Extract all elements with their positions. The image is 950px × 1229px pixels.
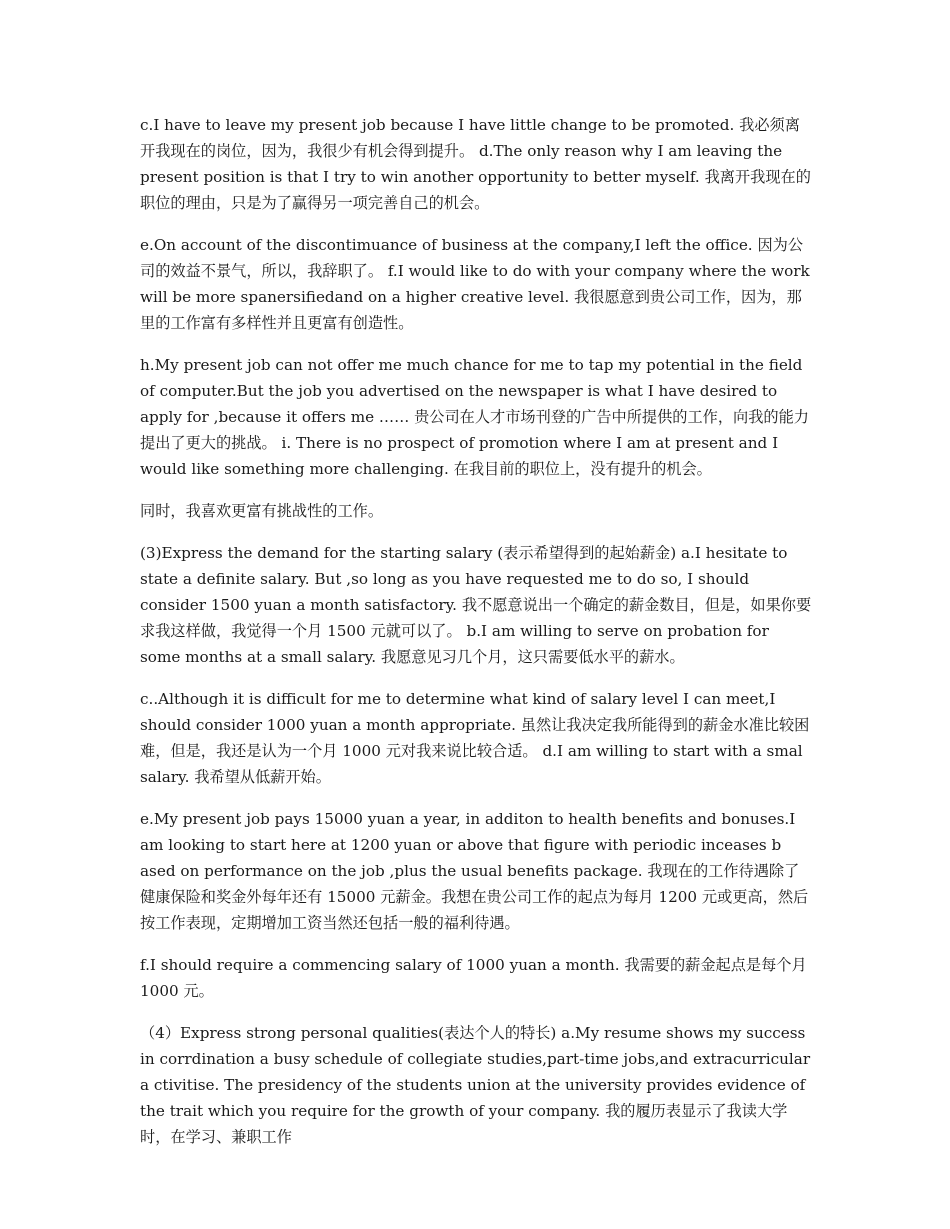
- paragraph-starting-salary-e: e.My present job pays 15000 yuan a year, in additon to health benefits and bonuses.I am looking to start here at 1200 yuan or above that figure with periodic inceases b ased on performance on the job ,plus the usual benefits package. 我现在的工作待遇除了健康保险和奖金外每年还有 15000 元薪金。我想在贵公司工作的起点为每月 1200 元或更高，然后按工作表现，定期增加工资当然还包括一般的福利待遇。: [140, 810, 809, 932]
- paragraph-challenge-preference: 同时，我喜欢更富有挑战性的工作。: [140, 502, 383, 520]
- paragraph-starting-salary-f: f.I should require a commencing salary of 1000 yuan a month. 我需要的薪金起点是每个月 1000 元。: [140, 956, 807, 1000]
- paragraph-starting-salary-c-d: c..Although it is difficult for me to determine what kind of salary level I can meet,I should consider 1000 yuan a month appropriate. 虽然让我决定我所能得到的薪金水准比较困难，但是，我还是认为一个月 1000 元对我来说比较合适。 d.I am willing to start with a smal salary. 我希望从低薪开始。: [140, 690, 810, 786]
- paragraph-starting-salary-a-b: (3)Express the demand for the starting salary (表示希望得到的起始薪金) a.I hesitate to state a definite salary. But ,so long as you have requested me to do so, I should consider 1500 yuan a month satisfactory. 我不愿意说出一个确定的薪金数目，但是，如果你要求我这样做，我觉得一个月 1500 元就可以了。 b.I am willing to serve on probation for some months at a small salary. 我愿意见习几个月，这只需要低水平的薪水。: [140, 544, 812, 666]
- document-page: [140, 112, 812, 1166]
- paragraph-job-leaving-reasons-h-i: h.My present job can not offer me much chance for me to tap my potential in the field of computer.But the job you advertised on the newspaper is what I have desired to apply for ,because it offers me …… 贵公司在人才市场刊登的广告中所提供的工作，向我的能力提出了更大的挑战。 i. There is no prospect of promotion where I am at present and I would like something more challenging. 在我目前的职位上，没有提升的机会。: [140, 356, 809, 478]
- paragraph-job-leaving-reasons-e-f: e.On account of the discontimuance of business at the company,I left the office. 因为公司的效益不景气，所以，我辞职了。 f.I would like to do with your company where the work will be more spanersifiedand on a higher creative level. 我很愿意到贵公司工作，因为，那里的工作富有多样性并且更富有创造性。: [140, 236, 810, 332]
- paragraph-personal-qualities-a: （4）Express strong personal qualities(表达个人的特长) a.My resume shows my success in corrdination a busy schedule of collegiate studies,part-time jobs,and extracurricular a ctivitise. The presidency of the students union at the university provides evidence of the trait which you require for the growth of your company. 我的履历表显示了我读大学时，在学习、兼职工作: [140, 1024, 811, 1146]
- paragraph-job-leaving-reasons-c-d: c.I have to leave my present job because I have little change to be promoted. 我必须离开我现在的岗位，因为，我很少有机会得到提升。 d.The only reason why I am leaving the present position is that I try to win another opportunity to better myself. 我离开我现在的职位的理由，只是为了赢得另一项完善自己的机会。: [140, 116, 811, 212]
